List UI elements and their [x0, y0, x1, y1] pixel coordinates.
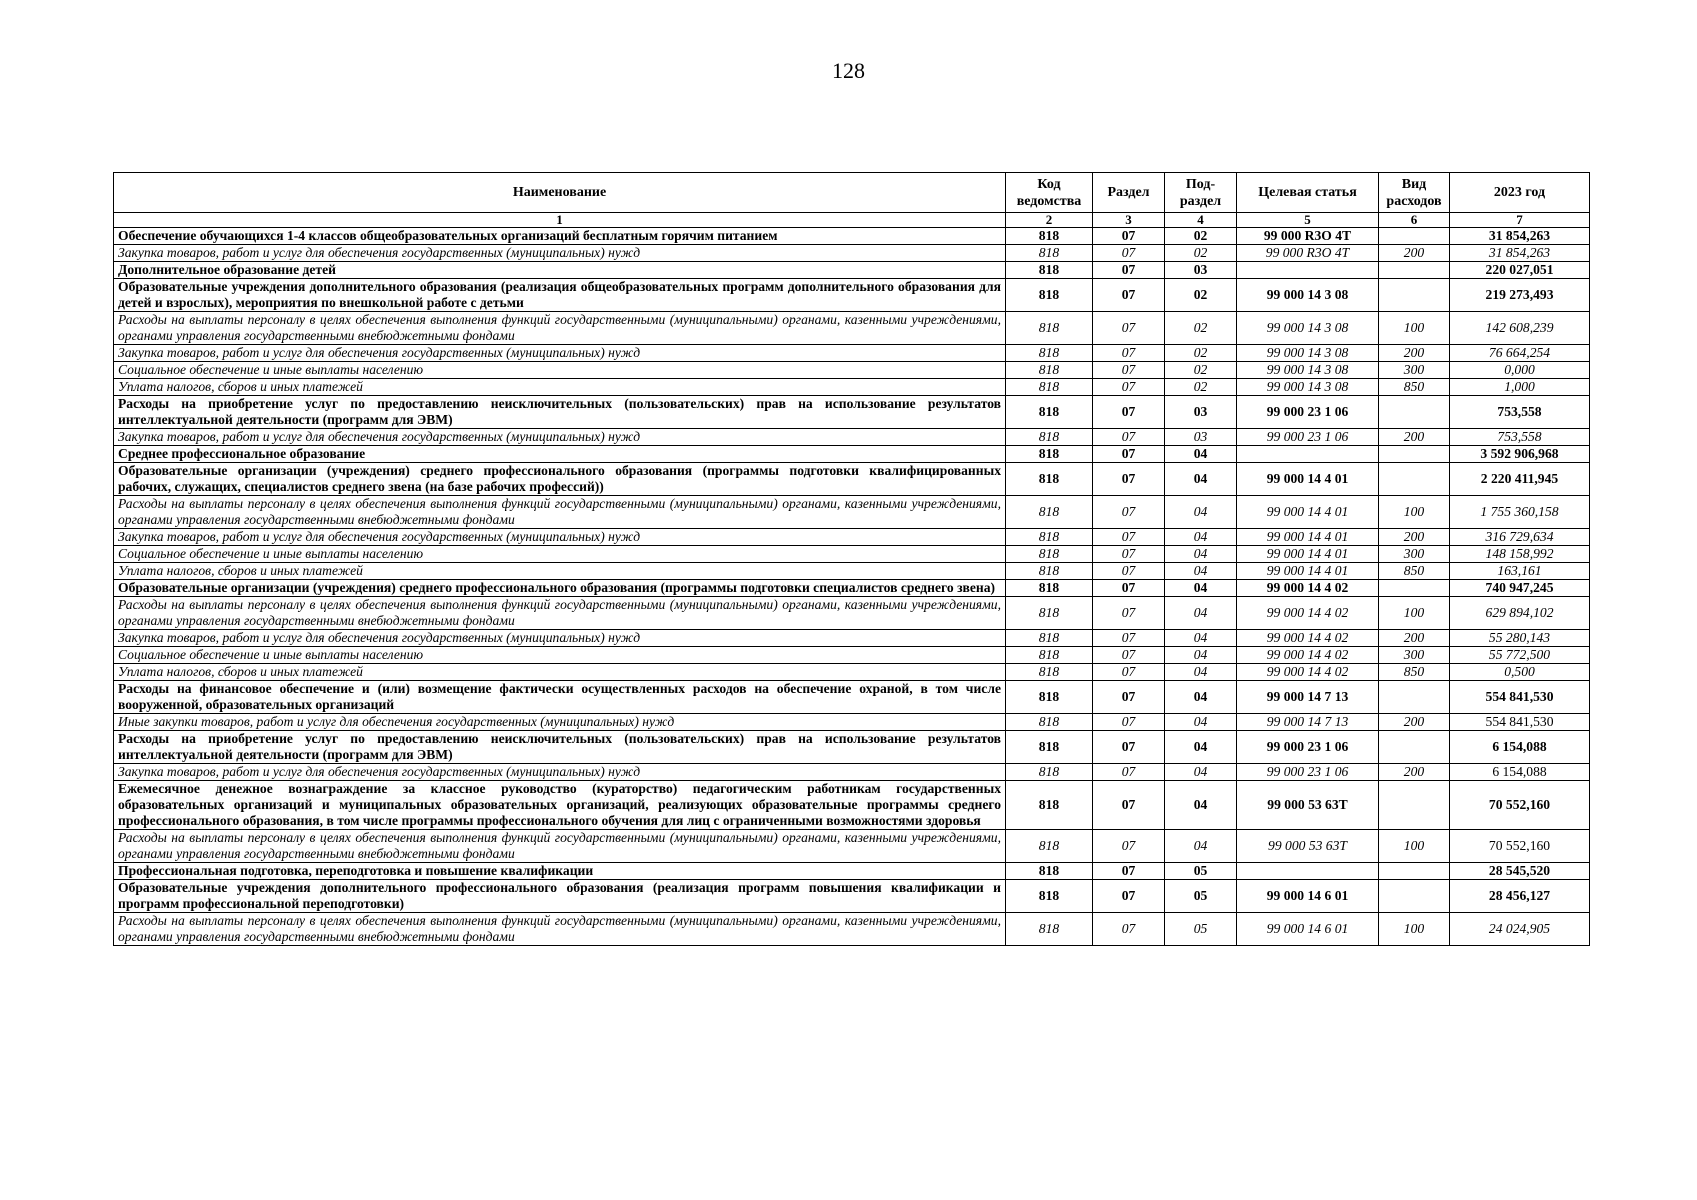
- row-section: 07: [1093, 664, 1165, 681]
- row-amount: 1,000: [1450, 379, 1590, 396]
- row-target: 99 000 14 4 02: [1237, 630, 1379, 647]
- table-row: [114, 396, 1590, 429]
- row-section: 07: [1093, 262, 1165, 279]
- row-type: [1379, 396, 1450, 429]
- row-subsection: 04: [1165, 731, 1237, 764]
- row-target: 99 000 23 1 06: [1237, 396, 1379, 429]
- row-subsection: 02: [1165, 279, 1237, 312]
- row-section: 07: [1093, 463, 1165, 496]
- row-section: 07: [1093, 647, 1165, 664]
- row-type: 100: [1379, 913, 1450, 946]
- row-code: 818: [1006, 396, 1093, 429]
- row-subsection: 03: [1165, 262, 1237, 279]
- row-target: 99 000 23 1 06: [1237, 764, 1379, 781]
- row-subsection: 05: [1165, 863, 1237, 880]
- header-name: Наименование: [114, 173, 1006, 213]
- row-amount: 629 894,102: [1450, 597, 1590, 630]
- row-code: 818: [1006, 496, 1093, 529]
- row-subsection: 03: [1165, 396, 1237, 429]
- header-code: Код ведомства: [1006, 173, 1093, 213]
- row-target: 99 000 14 6 01: [1237, 913, 1379, 946]
- row-name: Уплата налогов, сборов и иных платежей: [114, 379, 1006, 396]
- row-code: 818: [1006, 362, 1093, 379]
- row-subsection: 04: [1165, 630, 1237, 647]
- row-type: 200: [1379, 529, 1450, 546]
- row-section: 07: [1093, 913, 1165, 946]
- row-target: 99 000 23 1 06: [1237, 429, 1379, 446]
- table-row: [114, 496, 1590, 529]
- table-row: [114, 228, 1590, 245]
- table-row: [114, 529, 1590, 546]
- row-target: 99 000 14 4 02: [1237, 647, 1379, 664]
- row-target: 99 000 14 7 13: [1237, 681, 1379, 714]
- row-code: 818: [1006, 764, 1093, 781]
- table-row: [114, 279, 1590, 312]
- row-section: 07: [1093, 312, 1165, 345]
- row-subsection: 05: [1165, 880, 1237, 913]
- table-row: [114, 714, 1590, 731]
- row-amount: 0,000: [1450, 362, 1590, 379]
- row-subsection: 04: [1165, 563, 1237, 580]
- row-section: 07: [1093, 681, 1165, 714]
- row-section: 07: [1093, 379, 1165, 396]
- row-type: [1379, 446, 1450, 463]
- row-type: 100: [1379, 312, 1450, 345]
- row-type: [1379, 580, 1450, 597]
- row-code: 818: [1006, 228, 1093, 245]
- row-subsection: 04: [1165, 681, 1237, 714]
- row-target: 99 000 14 6 01: [1237, 880, 1379, 913]
- row-subsection: 04: [1165, 830, 1237, 863]
- table-row: [114, 245, 1590, 262]
- row-amount: 28 456,127: [1450, 880, 1590, 913]
- table-row: [114, 863, 1590, 880]
- row-code: 818: [1006, 714, 1093, 731]
- row-amount: 70 552,160: [1450, 830, 1590, 863]
- header-target: Целевая статья: [1237, 173, 1379, 213]
- row-type: 300: [1379, 647, 1450, 664]
- row-type: 200: [1379, 345, 1450, 362]
- row-target: 99 000 14 3 08: [1237, 362, 1379, 379]
- row-section: 07: [1093, 429, 1165, 446]
- row-code: 818: [1006, 731, 1093, 764]
- row-type: [1379, 880, 1450, 913]
- row-type: 200: [1379, 764, 1450, 781]
- row-code: 818: [1006, 913, 1093, 946]
- row-subsection: 04: [1165, 597, 1237, 630]
- row-section: 07: [1093, 863, 1165, 880]
- row-code: 818: [1006, 681, 1093, 714]
- row-name: Расходы на финансовое обеспечение и (или) возмещение фактически осуществленных расходов на обеспечение охраной, в том числе вооруженной, образовательных организаций: [114, 681, 1006, 714]
- row-section: 07: [1093, 714, 1165, 731]
- row-amount: 1 755 360,158: [1450, 496, 1590, 529]
- row-amount: 554 841,530: [1450, 681, 1590, 714]
- table-row: [114, 664, 1590, 681]
- row-code: 818: [1006, 830, 1093, 863]
- row-amount: 740 947,245: [1450, 580, 1590, 597]
- row-section: 07: [1093, 496, 1165, 529]
- row-name: Образовательные организации (учреждения) среднего профессионального образования (программы подготовки специалистов среднего звена): [114, 580, 1006, 597]
- table-row: [114, 830, 1590, 863]
- table-row: [114, 681, 1590, 714]
- row-type: [1379, 731, 1450, 764]
- row-target: [1237, 446, 1379, 463]
- row-code: 818: [1006, 647, 1093, 664]
- column-number: 4: [1165, 213, 1237, 228]
- column-number: 2: [1006, 213, 1093, 228]
- row-target: 99 000 R3O 4T: [1237, 245, 1379, 262]
- column-number: 3: [1093, 213, 1165, 228]
- row-amount: 753,558: [1450, 396, 1590, 429]
- row-name: Расходы на выплаты персоналу в целях обеспечения выполнения функций государственными (муниципальными) органами, казенными учреждениями, органами управления государственными внебюджетными фондами: [114, 913, 1006, 946]
- row-name: Уплата налогов, сборов и иных платежей: [114, 664, 1006, 681]
- budget-table: [113, 172, 1590, 946]
- row-code: 818: [1006, 429, 1093, 446]
- row-name: Закупка товаров, работ и услуг для обеспечения государственных (муниципальных) нужд: [114, 630, 1006, 647]
- row-section: 07: [1093, 362, 1165, 379]
- row-target: 99 000 14 4 02: [1237, 580, 1379, 597]
- row-amount: 316 729,634: [1450, 529, 1590, 546]
- row-amount: 2 220 411,945: [1450, 463, 1590, 496]
- row-target: 99 000 14 4 02: [1237, 664, 1379, 681]
- table-row: [114, 446, 1590, 463]
- row-subsection: 02: [1165, 379, 1237, 396]
- row-type: 100: [1379, 597, 1450, 630]
- row-section: 07: [1093, 446, 1165, 463]
- row-name: Закупка товаров, работ и услуг для обеспечения государственных (муниципальных) нужд: [114, 429, 1006, 446]
- row-name: Образовательные учреждения дополнительного образования (реализация общеобразовательных программ дополнительного образования для детей и взрослых), мероприятия по внешкольной работе с детьми: [114, 279, 1006, 312]
- row-code: 818: [1006, 880, 1093, 913]
- row-subsection: 04: [1165, 647, 1237, 664]
- row-name: Среднее профессиональное образование: [114, 446, 1006, 463]
- row-amount: 6 154,088: [1450, 731, 1590, 764]
- row-amount: 24 024,905: [1450, 913, 1590, 946]
- row-subsection: 03: [1165, 429, 1237, 446]
- row-name: Ежемесячное денежное вознаграждение за классное руководство (кураторство) педагогическим работникам государственных образовательных организаций и муниципальных образовательных организаций, реализующих образовательные программы среднего профессионального образования, в том числе программы профессионального обучения для лиц с ограниченными возможностями здоровья: [114, 781, 1006, 830]
- column-number: 7: [1450, 213, 1590, 228]
- row-target: 99 000 14 3 08: [1237, 379, 1379, 396]
- table-row: [114, 312, 1590, 345]
- row-section: 07: [1093, 279, 1165, 312]
- row-name: Социальное обеспечение и иные выплаты населению: [114, 362, 1006, 379]
- row-type: 200: [1379, 714, 1450, 731]
- row-code: 818: [1006, 863, 1093, 880]
- row-subsection: 02: [1165, 228, 1237, 245]
- row-subsection: 02: [1165, 312, 1237, 345]
- row-amount: 142 608,239: [1450, 312, 1590, 345]
- row-section: 07: [1093, 345, 1165, 362]
- row-code: 818: [1006, 597, 1093, 630]
- table-row: [114, 546, 1590, 563]
- row-type: [1379, 463, 1450, 496]
- row-target: 99 000 14 4 02: [1237, 597, 1379, 630]
- table-row: [114, 630, 1590, 647]
- row-subsection: 02: [1165, 245, 1237, 262]
- row-type: 850: [1379, 563, 1450, 580]
- row-subsection: 04: [1165, 764, 1237, 781]
- row-amount: 220 027,051: [1450, 262, 1590, 279]
- table-body: [114, 228, 1590, 946]
- table-row: [114, 764, 1590, 781]
- row-target: 99 000 14 3 08: [1237, 345, 1379, 362]
- row-code: 818: [1006, 379, 1093, 396]
- row-amount: 28 545,520: [1450, 863, 1590, 880]
- row-amount: 554 841,530: [1450, 714, 1590, 731]
- row-subsection: 04: [1165, 714, 1237, 731]
- row-target: 99 000 14 4 01: [1237, 563, 1379, 580]
- row-code: 818: [1006, 446, 1093, 463]
- row-name: Социальное обеспечение и иные выплаты населению: [114, 647, 1006, 664]
- table-row: [114, 597, 1590, 630]
- row-amount: 31 854,263: [1450, 228, 1590, 245]
- row-name: Закупка товаров, работ и услуг для обеспечения государственных (муниципальных) нужд: [114, 529, 1006, 546]
- row-name: Дополнительное образование детей: [114, 262, 1006, 279]
- row-type: 850: [1379, 664, 1450, 681]
- row-name: Социальное обеспечение и иные выплаты населению: [114, 546, 1006, 563]
- row-type: [1379, 781, 1450, 830]
- row-code: 818: [1006, 245, 1093, 262]
- row-section: 07: [1093, 580, 1165, 597]
- row-type: [1379, 681, 1450, 714]
- row-code: 818: [1006, 312, 1093, 345]
- row-target: 99 000 14 4 01: [1237, 529, 1379, 546]
- row-section: 07: [1093, 529, 1165, 546]
- row-amount: 70 552,160: [1450, 781, 1590, 830]
- row-type: 300: [1379, 546, 1450, 563]
- row-section: 07: [1093, 781, 1165, 830]
- row-section: 07: [1093, 597, 1165, 630]
- table-row: [114, 781, 1590, 830]
- row-code: 818: [1006, 463, 1093, 496]
- row-subsection: 02: [1165, 362, 1237, 379]
- table-row: [114, 580, 1590, 597]
- row-amount: 6 154,088: [1450, 764, 1590, 781]
- table-row: [114, 880, 1590, 913]
- column-number: 6: [1379, 213, 1450, 228]
- table-row: [114, 647, 1590, 664]
- row-code: 818: [1006, 529, 1093, 546]
- row-target: 99 000 53 63Т: [1237, 830, 1379, 863]
- row-code: 818: [1006, 262, 1093, 279]
- row-type: 200: [1379, 245, 1450, 262]
- row-section: 07: [1093, 546, 1165, 563]
- table-row: [114, 463, 1590, 496]
- row-code: 818: [1006, 630, 1093, 647]
- row-target: 99 000 14 7 13: [1237, 714, 1379, 731]
- row-code: 818: [1006, 580, 1093, 597]
- row-name: Расходы на приобретение услуг по предоставлению неисключительных (пользовательских) прав на использование результатов интеллектуальной деятельности (программ для ЭВМ): [114, 396, 1006, 429]
- header-row: [114, 173, 1590, 213]
- row-target: 99 000 14 3 08: [1237, 312, 1379, 345]
- row-amount: 3 592 906,968: [1450, 446, 1590, 463]
- row-target: 99 000 53 63Т: [1237, 781, 1379, 830]
- row-section: 07: [1093, 830, 1165, 863]
- row-name: Уплата налогов, сборов и иных платежей: [114, 563, 1006, 580]
- row-subsection: 04: [1165, 546, 1237, 563]
- row-amount: 219 273,493: [1450, 279, 1590, 312]
- table-row: [114, 345, 1590, 362]
- row-name: Расходы на выплаты персоналу в целях обеспечения выполнения функций государственными (муниципальными) органами, казенными учреждениями, органами управления государственными внебюджетными фондами: [114, 312, 1006, 345]
- row-subsection: 04: [1165, 446, 1237, 463]
- row-amount: 76 664,254: [1450, 345, 1590, 362]
- row-subsection: 04: [1165, 781, 1237, 830]
- row-type: [1379, 863, 1450, 880]
- header-year: 2023 год: [1450, 173, 1590, 213]
- row-type: 300: [1379, 362, 1450, 379]
- table-row: [114, 379, 1590, 396]
- table-row: [114, 429, 1590, 446]
- row-name: Закупка товаров, работ и услуг для обеспечения государственных (муниципальных) нужд: [114, 764, 1006, 781]
- row-code: 818: [1006, 546, 1093, 563]
- row-target: [1237, 262, 1379, 279]
- row-code: 818: [1006, 279, 1093, 312]
- header-type: Вид расходов: [1379, 173, 1450, 213]
- table-row: [114, 913, 1590, 946]
- row-subsection: 04: [1165, 529, 1237, 546]
- row-code: 818: [1006, 563, 1093, 580]
- row-name: Образовательные учреждения дополнительного профессионального образования (реализация программ повышения квалификации и программ профессиональной переподготовки): [114, 880, 1006, 913]
- row-subsection: 04: [1165, 664, 1237, 681]
- row-target: 99 000 R3O 4T: [1237, 228, 1379, 245]
- page-number: 128: [832, 58, 865, 83]
- row-code: 818: [1006, 781, 1093, 830]
- row-type: [1379, 262, 1450, 279]
- row-section: 07: [1093, 880, 1165, 913]
- row-target: 99 000 14 4 01: [1237, 546, 1379, 563]
- row-name: Образовательные организации (учреждения) среднего профессионального образования (программы подготовки квалифицированных рабочих, служащих, специалистов среднего звена (на базе рабочих профессий)): [114, 463, 1006, 496]
- row-subsection: 04: [1165, 496, 1237, 529]
- row-name: Расходы на выплаты персоналу в целях обеспечения выполнения функций государственными (муниципальными) органами, казенными учреждениями, органами управления государственными внебюджетными фондами: [114, 830, 1006, 863]
- row-target: 99 000 23 1 06: [1237, 731, 1379, 764]
- row-amount: 0,500: [1450, 664, 1590, 681]
- row-name: Иные закупки товаров, работ и услуг для обеспечения государственных (муниципальных) нужд: [114, 714, 1006, 731]
- row-type: 850: [1379, 379, 1450, 396]
- row-name: Профессиональная подготовка, переподготовка и повышение квалификации: [114, 863, 1006, 880]
- row-type: 200: [1379, 429, 1450, 446]
- row-section: 07: [1093, 245, 1165, 262]
- row-amount: 55 280,143: [1450, 630, 1590, 647]
- row-section: 07: [1093, 764, 1165, 781]
- row-section: 07: [1093, 630, 1165, 647]
- row-name: Закупка товаров, работ и услуг для обеспечения государственных (муниципальных) нужд: [114, 345, 1006, 362]
- row-name: Расходы на выплаты персоналу в целях обеспечения выполнения функций государственными (муниципальными) органами, казенными учреждениями, органами управления государственными внебюджетными фондами: [114, 496, 1006, 529]
- table-row: [114, 731, 1590, 764]
- table-row: [114, 362, 1590, 379]
- table-row: [114, 563, 1590, 580]
- row-type: [1379, 279, 1450, 312]
- row-section: 07: [1093, 396, 1165, 429]
- row-amount: 148 158,992: [1450, 546, 1590, 563]
- column-number: 1: [114, 213, 1006, 228]
- row-target: 99 000 14 4 01: [1237, 496, 1379, 529]
- row-amount: 55 772,500: [1450, 647, 1590, 664]
- table-row: [114, 262, 1590, 279]
- header-section: Раздел: [1093, 173, 1165, 213]
- row-name: Расходы на приобретение услуг по предоставлению неисключительных (пользовательских) прав на использование результатов интеллектуальной деятельности (программ для ЭВМ): [114, 731, 1006, 764]
- header-subsection: Под-раздел: [1165, 173, 1237, 213]
- row-type: [1379, 228, 1450, 245]
- row-subsection: 05: [1165, 913, 1237, 946]
- row-amount: 163,161: [1450, 563, 1590, 580]
- row-target: [1237, 863, 1379, 880]
- row-subsection: 04: [1165, 463, 1237, 496]
- row-target: 99 000 14 4 01: [1237, 463, 1379, 496]
- row-section: 07: [1093, 228, 1165, 245]
- row-code: 818: [1006, 345, 1093, 362]
- column-number-row: [114, 213, 1590, 228]
- row-type: 200: [1379, 630, 1450, 647]
- row-name: Расходы на выплаты персоналу в целях обеспечения выполнения функций государственными (муниципальными) органами, казенными учреждениями, органами управления государственными внебюджетными фондами: [114, 597, 1006, 630]
- row-subsection: 04: [1165, 580, 1237, 597]
- row-section: 07: [1093, 563, 1165, 580]
- row-amount: 753,558: [1450, 429, 1590, 446]
- row-section: 07: [1093, 731, 1165, 764]
- row-type: 100: [1379, 496, 1450, 529]
- row-type: 100: [1379, 830, 1450, 863]
- row-name: Обеспечение обучающихся 1-4 классов общеобразовательных организаций бесплатным горячим питанием: [114, 228, 1006, 245]
- row-code: 818: [1006, 664, 1093, 681]
- row-amount: 31 854,263: [1450, 245, 1590, 262]
- row-target: 99 000 14 3 08: [1237, 279, 1379, 312]
- row-subsection: 02: [1165, 345, 1237, 362]
- row-name: Закупка товаров, работ и услуг для обеспечения государственных (муниципальных) нужд: [114, 245, 1006, 262]
- column-number: 5: [1237, 213, 1379, 228]
